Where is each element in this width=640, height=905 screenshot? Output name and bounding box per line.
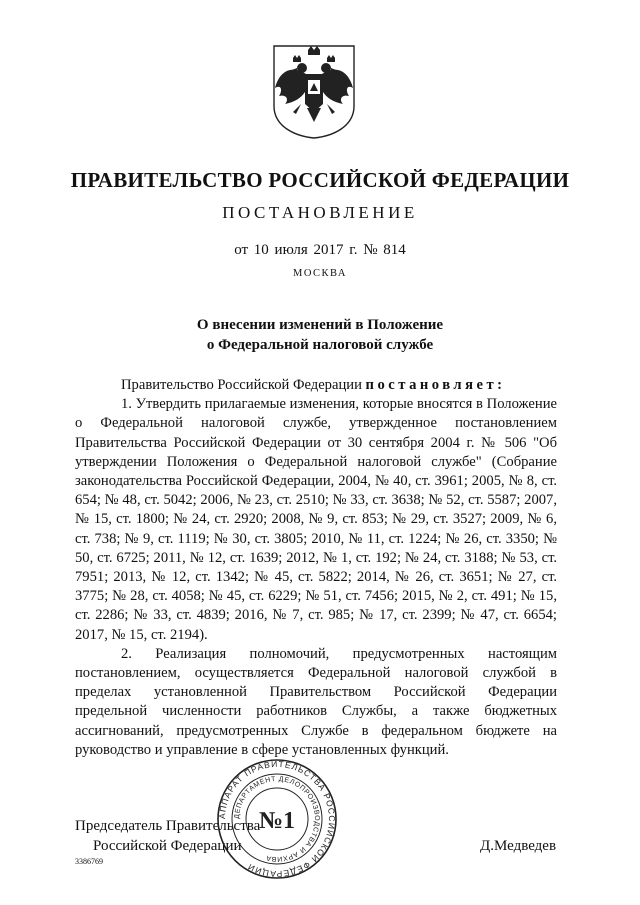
intro-paragraph <box>75 376 557 395</box>
subject-line-2: о Федеральной налоговой службе <box>206 337 434 353</box>
paragraph-2: 2. Реализация полномочий, предусмотренных настоящим постановлением, осуществляется Федеральной налоговой службой в пределах установленной Правительством Российской Федерации предельной численности работников Службы, а также бюджетных ассигнований, предусмотренных Службе в федеральном бюджете на руководство и управление в сфере установленных функций. <box>75 645 557 758</box>
position-line-2: Российской Федерации <box>93 838 242 854</box>
stamp-number: №1 <box>258 808 296 834</box>
government-title: ПРАВИТЕЛЬСТВО РОССИЙСКОЙ ФЕДЕРАЦИИ <box>70 168 570 192</box>
document-date-number: от 10 июля 2017 г. № 814 <box>234 242 406 258</box>
paragraph-1: 1. Утвердить прилагаемые изменения, которые вносятся в Положение о Федеральной налоговой службе, утвержденное постановлением Правительства Российской Федерации от 30 сентября 2004 г. № 506 "Об утверждении Положения о Федеральной налоговой службе" (Собрание законодательства Российской Федерации, 2004, № 40, ст. 3961; 2005, № 8, ст. 654; № 48, ст. 5042; 2006, № 23, ст. 2510; № 33, ст. 3638; № 52, ст. 5587; 2007, № 15, ст. 1800; № 24, ст. 2920; 2008, № 9, ст. 853; № 29, ст. 3527; 2009, № 6, ст. 738; № 9, ст. 1119; № 30, ст. 3805; 2010, № 11, ст. 1224; № 26, ст. 3350; № 50, ст. 6725; 2011, № 12, ст. 1639; 2012, № 1, ст. 192; № 24, ст. 3188; № 53, ст. 7951; 2013, № 12, ст. 1342; № 45, ст. 5822; 2014, № 26, ст. 3651; № 27, ст. 3775; № 28, ст. 4058; № 45, ст. 6229; № 51, ст. 7456; 2015, № 2, ст. 491; № 15, ст. 2286; № 33, ст. 4839; 2016, № 7, ст. 985; № 17, ст. 2399; № 47, ст. 6654; 2017, № 15, ст. 2194). <box>75 396 557 643</box>
stamp-inner-text: ДЕПАРТАМЕНТ ДЕЛОПРОИЗВОДСТВА И АРХИВА <box>233 775 321 863</box>
document-body <box>75 376 557 760</box>
document-city: МОСКВА <box>293 268 347 279</box>
coat-of-arms-emblem <box>271 44 357 140</box>
document-id: 3386769 <box>75 857 103 866</box>
stamp-outer-text: АППАРАТ ПРАВИТЕЛЬСТВА РОССИЙСКОЙ ФЕДЕРАЦИИ <box>216 758 338 880</box>
document-subject <box>0 315 640 355</box>
position-line-1: Председатель Правительства <box>75 818 261 834</box>
intro-text: Правительство Российской Федерации <box>121 377 366 393</box>
signatory-name: Д.Медведев <box>480 838 557 854</box>
intro-emphasis: постановляет: <box>365 377 506 393</box>
official-stamp <box>216 758 338 880</box>
document-type: ПОСТАНОВЛЕНИЕ <box>222 203 418 222</box>
subject-line-1: О внесении изменений в Положение <box>196 317 444 333</box>
